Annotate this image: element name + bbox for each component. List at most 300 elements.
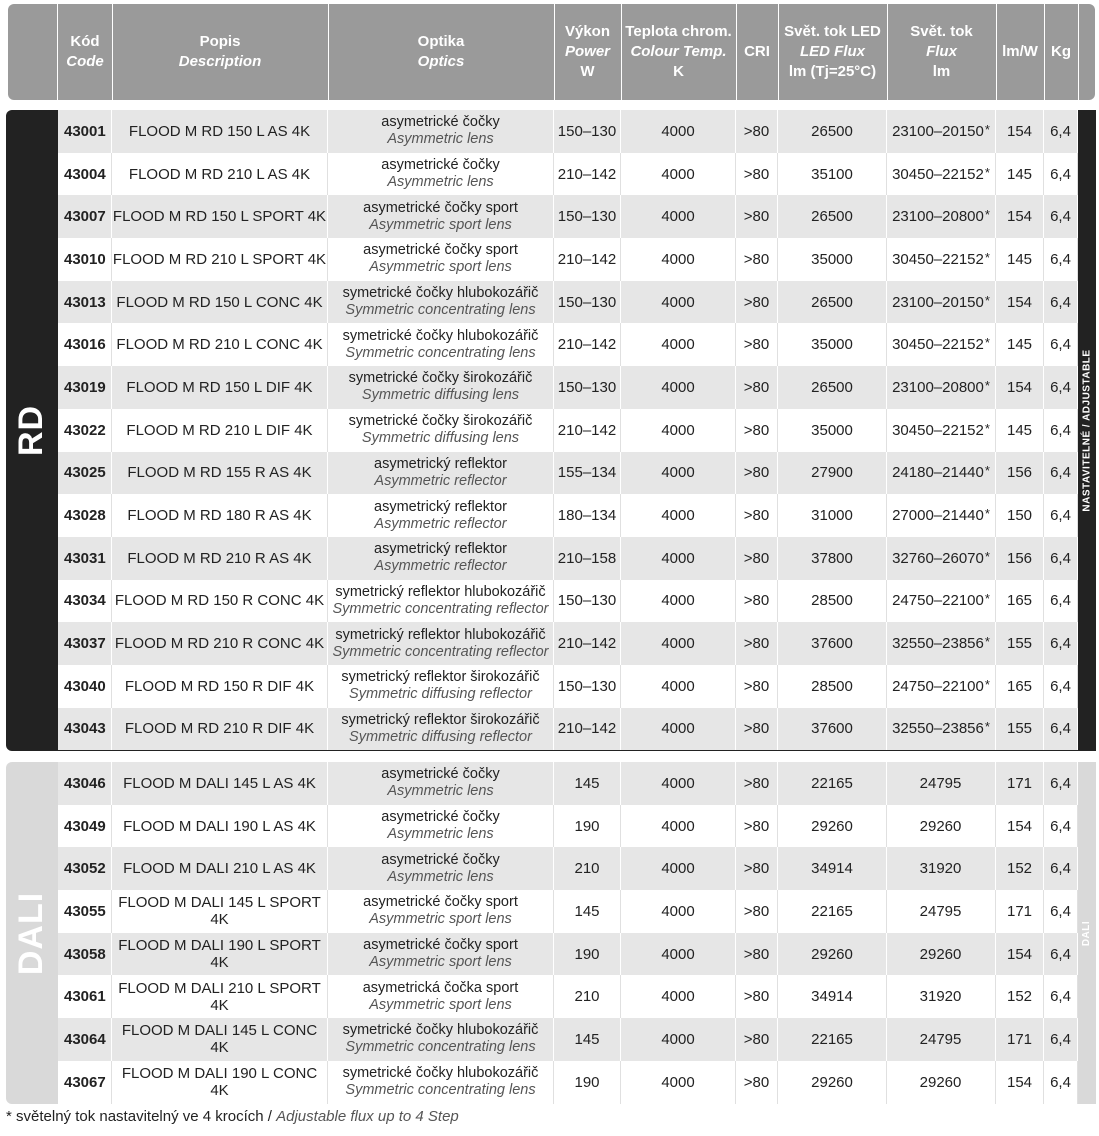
flux-value: 24750–22100 (892, 592, 984, 610)
optics-cz: asymetrické čočky (381, 851, 500, 868)
power-value: 150–130 (554, 580, 621, 623)
header-code (58, 4, 112, 100)
flux-cell (887, 494, 996, 537)
header-kg (1044, 4, 1078, 100)
product-description: FLOOD M RD 150 L AS 4K (112, 110, 328, 153)
colour-temp-value: 4000 (621, 195, 736, 238)
cri-value: >80 (736, 762, 778, 805)
lmw-value: 156 (996, 537, 1044, 580)
lmw-value: 145 (996, 238, 1044, 281)
product-code: 43001 (58, 110, 112, 153)
lmw-value: 155 (996, 622, 1044, 665)
flux-cell (887, 847, 996, 890)
optics-cz: symetrické čočky širokozářič (348, 413, 533, 430)
header-power-unit: W (580, 63, 595, 80)
optics-cell (328, 195, 554, 238)
kg-value: 6,4 (1044, 153, 1078, 196)
optics-cell (328, 537, 554, 580)
power-value: 145 (554, 890, 621, 933)
optics-cell (328, 805, 554, 848)
table-row (58, 975, 1078, 1018)
power-value: 210–142 (554, 238, 621, 281)
flux-asterisk: * (984, 420, 990, 436)
flux-asterisk: * (984, 121, 990, 137)
optics-en: Asymmetric reflector (374, 472, 507, 489)
optics-cell (328, 890, 554, 933)
flux-asterisk: * (984, 377, 990, 393)
optics-cz: symetrický reflektor širokozářič (341, 669, 540, 686)
kg-value: 6,4 (1044, 665, 1078, 708)
product-code: 43040 (58, 665, 112, 708)
colour-temp-value: 4000 (621, 238, 736, 281)
kg-value: 6,4 (1044, 494, 1078, 537)
flux-cell (887, 1018, 996, 1061)
table-row (58, 933, 1078, 976)
header-divider (778, 4, 779, 100)
dali-group-label-text: DALI (12, 891, 51, 975)
optics-cz: asymetrická čočka sport (362, 979, 519, 996)
cri-value: >80 (736, 537, 778, 580)
optics-en: Symmetric diffusing lens (361, 430, 520, 447)
kg-value: 6,4 (1044, 1018, 1078, 1061)
product-description: FLOOD M DALI 190 L SPORT 4K (112, 933, 328, 976)
product-description: FLOOD M RD 150 R CONC 4K (112, 580, 328, 623)
header-colour-temp (621, 4, 736, 100)
optics-cell (328, 762, 554, 805)
header-ledflux-unit: lm (Tj=25°C) (788, 63, 877, 80)
power-value: 190 (554, 805, 621, 848)
lmw-value: 154 (996, 110, 1044, 153)
flux-value: 24180–21440 (892, 464, 984, 482)
optics-cell (328, 366, 554, 409)
colour-temp-value: 4000 (621, 708, 736, 751)
product-code: 43013 (58, 281, 112, 324)
header-led-flux (778, 4, 887, 100)
cri-value: >80 (736, 847, 778, 890)
optics-cell (328, 622, 554, 665)
table-row (58, 281, 1078, 324)
flux-cell (887, 933, 996, 976)
optics-cz: symetrické čočky hlubokozářič (342, 285, 539, 302)
flux-cell (887, 665, 996, 708)
lmw-value: 154 (996, 366, 1044, 409)
power-value: 150–130 (554, 281, 621, 324)
kg-value: 6,4 (1044, 762, 1078, 805)
table-row (58, 323, 1078, 366)
led-flux-value: 22165 (778, 890, 887, 933)
kg-value: 6,4 (1044, 281, 1078, 324)
colour-temp-value: 4000 (621, 1061, 736, 1104)
product-code: 43034 (58, 580, 112, 623)
product-description: FLOOD M DALI 145 L SPORT 4K (112, 890, 328, 933)
lmw-value: 145 (996, 153, 1044, 196)
header-divider (57, 4, 58, 100)
lmw-value: 154 (996, 805, 1044, 848)
flux-cell (887, 110, 996, 153)
cri-value: >80 (736, 708, 778, 751)
power-value: 145 (554, 1018, 621, 1061)
kg-value: 6,4 (1044, 323, 1078, 366)
flux-cell (887, 452, 996, 495)
led-flux-value: 28500 (778, 665, 887, 708)
cri-value: >80 (736, 452, 778, 495)
lmw-value: 145 (996, 409, 1044, 452)
colour-temp-value: 4000 (621, 366, 736, 409)
lmw-value: 171 (996, 762, 1044, 805)
cri-value: >80 (736, 153, 778, 196)
colour-temp-value: 4000 (621, 580, 736, 623)
led-flux-value: 26500 (778, 366, 887, 409)
power-value: 150–130 (554, 195, 621, 238)
flux-asterisk: * (984, 335, 990, 351)
header-flux-cz: Svět. tok (910, 23, 973, 40)
optics-en: Asymmetric lens (387, 131, 494, 148)
flux-cell (887, 323, 996, 366)
optics-en: Symmetric concentrating lens (345, 1082, 536, 1099)
table-row (58, 622, 1078, 665)
power-value: 210–142 (554, 409, 621, 452)
product-description: FLOOD M RD 150 L SPORT 4K (112, 195, 328, 238)
flux-asterisk: * (984, 164, 990, 180)
product-code: 43007 (58, 195, 112, 238)
dali-group-label (6, 762, 58, 1104)
cri-value: >80 (736, 580, 778, 623)
cri-value: >80 (736, 323, 778, 366)
optics-en: Asymmetric reflector (374, 558, 507, 575)
header-divider (1078, 4, 1079, 100)
optics-en: Asymmetric reflector (374, 515, 507, 532)
flux-asterisk: * (984, 292, 990, 308)
header-flux-unit: lm (932, 63, 951, 80)
rd-side-label (1078, 110, 1096, 751)
lmw-value: 165 (996, 580, 1044, 623)
flux-value: 27000–21440 (892, 507, 984, 525)
header-divider (112, 4, 113, 100)
lmw-value: 171 (996, 1018, 1044, 1061)
flux-cell (887, 622, 996, 665)
led-flux-value: 29260 (778, 1061, 887, 1104)
flux-asterisk: * (984, 506, 990, 522)
header-power (554, 4, 621, 100)
cri-value: >80 (736, 665, 778, 708)
product-code: 43031 (58, 537, 112, 580)
product-description: FLOOD M RD 210 R AS 4K (112, 537, 328, 580)
flux-value: 30450–22152 (892, 165, 984, 183)
kg-value: 6,4 (1044, 1061, 1078, 1104)
cri-value: >80 (736, 195, 778, 238)
product-description: FLOOD M RD 210 L AS 4K (112, 153, 328, 196)
lmw-value: 154 (996, 281, 1044, 324)
led-flux-value: 34914 (778, 975, 887, 1018)
lmw-value: 171 (996, 890, 1044, 933)
colour-temp-value: 4000 (621, 153, 736, 196)
product-code: 43052 (58, 847, 112, 890)
header-optics (328, 4, 554, 100)
footnote (6, 1108, 459, 1125)
rd-table (58, 110, 1078, 750)
cri-value: >80 (736, 975, 778, 1018)
optics-cz: symetrický reflektor hlubokozářič (335, 626, 546, 643)
header-cri (736, 4, 778, 100)
product-code: 43043 (58, 708, 112, 751)
power-value: 210–142 (554, 708, 621, 751)
optics-en: Symmetric diffusing lens (361, 387, 520, 404)
colour-temp-value: 4000 (621, 281, 736, 324)
led-flux-value: 37800 (778, 537, 887, 580)
header-lmw (996, 4, 1044, 100)
header-lmw-label: lm/W (1002, 43, 1038, 60)
optics-en: Asymmetric lens (387, 868, 494, 885)
header-optics-cz: Optika (417, 33, 465, 50)
flux-value: 30450–22152 (892, 421, 984, 439)
product-description: FLOOD M RD 210 L SPORT 4K (112, 238, 328, 281)
kg-value: 6,4 (1044, 847, 1078, 890)
product-description: FLOOD M RD 210 R CONC 4K (112, 622, 328, 665)
optics-cz: asymetrické čočky sport (363, 242, 518, 259)
header-desc-en: Description (178, 53, 262, 70)
optics-en: Asymmetric lens (387, 826, 494, 843)
cri-value: >80 (736, 366, 778, 409)
product-description: FLOOD M RD 210 L CONC 4K (112, 323, 328, 366)
kg-value: 6,4 (1044, 708, 1078, 751)
optics-cell (328, 409, 554, 452)
optics-cell (328, 847, 554, 890)
product-description: FLOOD M RD 180 R AS 4K (112, 494, 328, 537)
cri-value: >80 (736, 1018, 778, 1061)
colour-temp-value: 4000 (621, 494, 736, 537)
header-temp-unit: K (673, 63, 684, 80)
product-code: 43049 (58, 805, 112, 848)
flux-value: 29260 (919, 817, 962, 835)
header-temp-cz: Teplota chrom. (625, 23, 732, 40)
flux-cell (887, 975, 996, 1018)
flux-cell (887, 366, 996, 409)
kg-value: 6,4 (1044, 975, 1078, 1018)
rd-group-label (6, 110, 58, 751)
colour-temp-value: 4000 (621, 409, 736, 452)
lmw-value: 154 (996, 1061, 1044, 1104)
header-kg-label: Kg (1051, 43, 1071, 60)
optics-en: Asymmetric sport lens (369, 259, 512, 276)
table-row (58, 847, 1078, 890)
flux-value: 23100–20150 (892, 122, 984, 140)
power-value: 155–134 (554, 452, 621, 495)
optics-cell (328, 1061, 554, 1104)
optics-cell (328, 975, 554, 1018)
led-flux-value: 31000 (778, 494, 887, 537)
product-code: 43058 (58, 933, 112, 976)
power-value: 210 (554, 847, 621, 890)
table-row (58, 494, 1078, 537)
cri-value: >80 (736, 933, 778, 976)
flux-value: 31920 (919, 988, 962, 1006)
optics-cz: asymetrické čočky sport (363, 894, 518, 911)
flux-value: 24795 (919, 902, 962, 920)
header-divider (554, 4, 555, 100)
led-flux-value: 35100 (778, 153, 887, 196)
flux-value: 24750–22100 (892, 677, 984, 695)
flux-asterisk: * (984, 634, 990, 650)
power-value: 210–142 (554, 323, 621, 366)
colour-temp-value: 4000 (621, 452, 736, 495)
colour-temp-value: 4000 (621, 323, 736, 366)
flux-value: 30450–22152 (892, 250, 984, 268)
product-code: 43016 (58, 323, 112, 366)
optics-cell (328, 494, 554, 537)
header-ledflux-en: LED Flux (799, 43, 865, 60)
header-cri-label: CRI (744, 43, 770, 60)
optics-cz: symetrické čočky hlubokozářič (342, 1022, 539, 1039)
kg-value: 6,4 (1044, 933, 1078, 976)
led-flux-value: 27900 (778, 452, 887, 495)
power-value: 190 (554, 1061, 621, 1104)
power-value: 150–130 (554, 665, 621, 708)
flux-value: 23100–20800 (892, 378, 984, 396)
optics-cz: symetrický reflektor hlubokozářič (335, 583, 546, 600)
optics-en: Asymmetric lens (387, 174, 494, 191)
kg-value: 6,4 (1044, 805, 1078, 848)
table-row (58, 805, 1078, 848)
colour-temp-value: 4000 (621, 537, 736, 580)
power-value: 210 (554, 975, 621, 1018)
header-code-cz: Kód (70, 33, 100, 50)
header-power-cz: Výkon (564, 23, 610, 40)
flux-asterisk: * (984, 249, 990, 265)
dali-side-label-text: DALI (1081, 920, 1093, 946)
product-description: FLOOD M RD 210 L DIF 4K (112, 409, 328, 452)
optics-cz: symetrické čočky hlubokozářič (342, 1065, 539, 1082)
table-row (58, 195, 1078, 238)
optics-cz: asymetrické čočky sport (363, 937, 518, 954)
optics-cz: asymetrické čočky (381, 766, 500, 783)
header-divider (1044, 4, 1045, 100)
kg-value: 6,4 (1044, 366, 1078, 409)
kg-value: 6,4 (1044, 452, 1078, 495)
kg-value: 6,4 (1044, 195, 1078, 238)
optics-cell (328, 1018, 554, 1061)
product-description: FLOOD M RD 150 L CONC 4K (112, 281, 328, 324)
flux-value: 29260 (919, 1073, 962, 1091)
optics-cell (328, 580, 554, 623)
cri-value: >80 (736, 409, 778, 452)
flux-value: 32760–26070 (892, 549, 984, 567)
kg-value: 6,4 (1044, 238, 1078, 281)
kg-value: 6,4 (1044, 622, 1078, 665)
flux-cell (887, 805, 996, 848)
footnote-en: Adjustable flux up to 4 Step (276, 1108, 459, 1125)
cri-value: >80 (736, 622, 778, 665)
table-row (58, 537, 1078, 580)
lmw-value: 154 (996, 195, 1044, 238)
optics-cz: asymetrické čočky (381, 809, 500, 826)
colour-temp-value: 4000 (621, 762, 736, 805)
header-code-en: Code (66, 53, 104, 70)
flux-value: 30450–22152 (892, 336, 984, 354)
flux-cell (887, 890, 996, 933)
header-divider (887, 4, 888, 100)
optics-cell (328, 708, 554, 751)
optics-cz: symetrické čočky širokozářič (348, 370, 533, 387)
header-optics-en: Optics (417, 53, 465, 70)
header-divider (996, 4, 997, 100)
kg-value: 6,4 (1044, 409, 1078, 452)
optics-cell (328, 323, 554, 366)
colour-temp-value: 4000 (621, 933, 736, 976)
optics-cz: asymetrické čočky (381, 114, 500, 131)
optics-en: Asymmetric sport lens (369, 911, 512, 928)
colour-temp-value: 4000 (621, 805, 736, 848)
lmw-value: 145 (996, 323, 1044, 366)
product-code: 43037 (58, 622, 112, 665)
lmw-value: 154 (996, 933, 1044, 976)
flux-cell (887, 1061, 996, 1104)
table-row (58, 409, 1078, 452)
footnote-cz: * světelný tok nastavitelný ve 4 krocích / (6, 1108, 277, 1125)
product-code: 43022 (58, 409, 112, 452)
header-ledflux-cz: Svět. tok LED (784, 23, 881, 40)
table-row (58, 1018, 1078, 1061)
header-flux-en: Flux (926, 43, 957, 60)
power-value: 150–130 (554, 366, 621, 409)
flux-value: 23100–20150 (892, 293, 984, 311)
cri-value: >80 (736, 281, 778, 324)
table-row (58, 762, 1078, 805)
optics-en: Asymmetric sport lens (369, 954, 512, 971)
optics-cz: asymetrický reflektor (374, 541, 507, 558)
flux-value: 24795 (919, 1030, 962, 1048)
product-code: 43025 (58, 452, 112, 495)
power-value: 150–130 (554, 110, 621, 153)
optics-cell (328, 281, 554, 324)
optics-en: Asymmetric sport lens (369, 216, 512, 233)
colour-temp-value: 4000 (621, 975, 736, 1018)
optics-en: Symmetric concentrating lens (345, 344, 536, 361)
optics-en: Symmetric concentrating lens (345, 1039, 536, 1056)
optics-en: Symmetric diffusing reflector (349, 728, 532, 745)
flux-cell (887, 195, 996, 238)
header-description (112, 4, 328, 100)
table-row (58, 238, 1078, 281)
header-divider (736, 4, 737, 100)
lmw-value: 156 (996, 452, 1044, 495)
optics-cell (328, 665, 554, 708)
product-description: FLOOD M RD 210 R DIF 4K (112, 708, 328, 751)
power-value: 190 (554, 933, 621, 976)
flux-cell (887, 708, 996, 751)
flux-asterisk: * (984, 548, 990, 564)
table-row (58, 110, 1078, 153)
flux-value: 29260 (919, 945, 962, 963)
optics-cell (328, 452, 554, 495)
lmw-value: 152 (996, 847, 1044, 890)
header-power-en: Power (564, 43, 610, 60)
lmw-value: 150 (996, 494, 1044, 537)
led-flux-value: 35000 (778, 409, 887, 452)
product-description: FLOOD M DALI 190 L AS 4K (112, 805, 328, 848)
optics-cz: asymetrický reflektor (374, 455, 507, 472)
flux-cell (887, 238, 996, 281)
led-flux-value: 26500 (778, 195, 887, 238)
table-row (58, 366, 1078, 409)
cri-value: >80 (736, 238, 778, 281)
power-value: 210–158 (554, 537, 621, 580)
led-flux-value: 29260 (778, 805, 887, 848)
optics-cz: asymetrické čočky (381, 157, 500, 174)
power-value: 145 (554, 762, 621, 805)
flux-value: 31920 (919, 860, 962, 878)
product-code: 43019 (58, 366, 112, 409)
kg-value: 6,4 (1044, 890, 1078, 933)
